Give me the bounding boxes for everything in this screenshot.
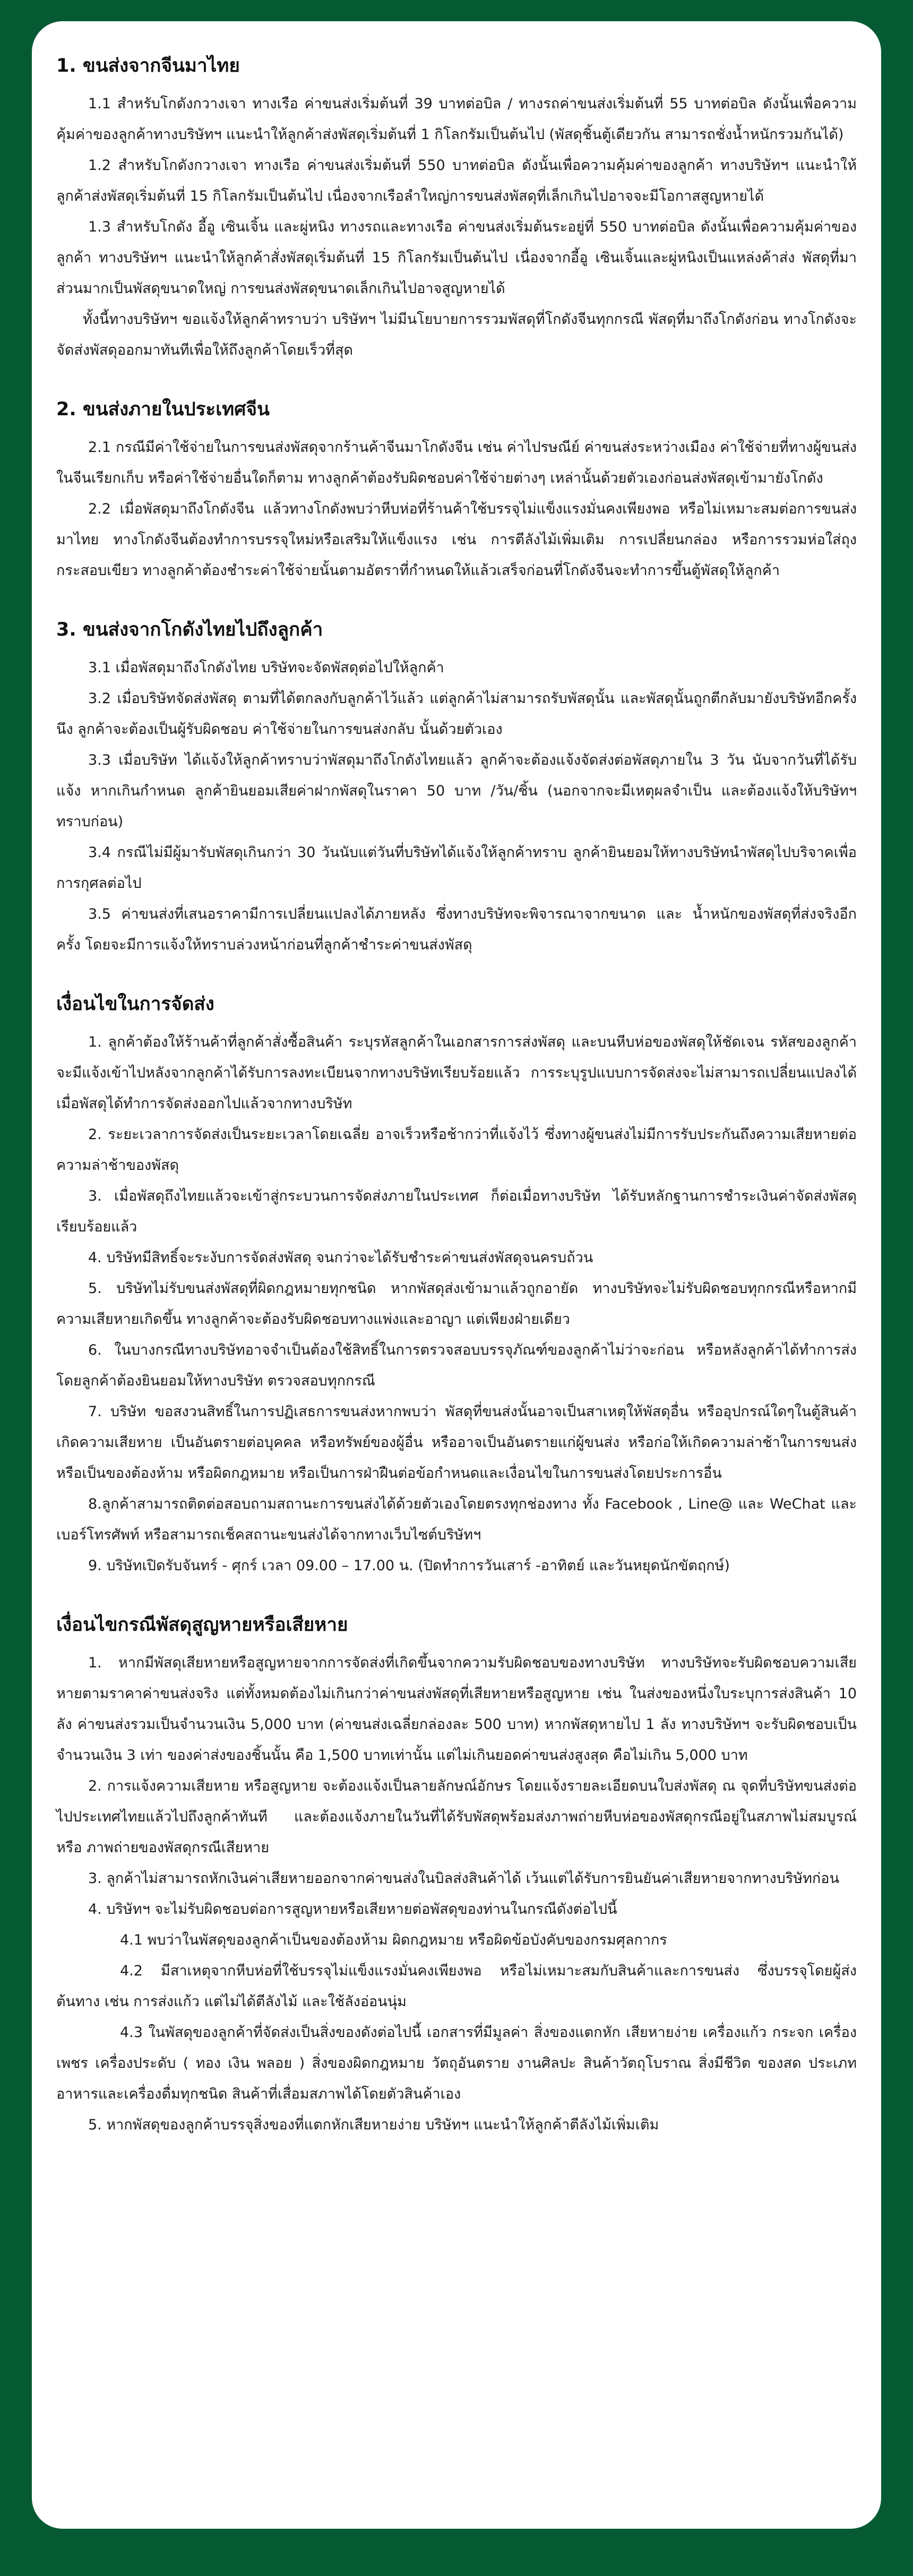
paragraph: 3.2 เมื่อบริษัทจัดส่งพัสดุ ตามที่ได้ตกลงกับลูกค้าไว้แล้ว แต่ลูกค้าไม่สามารถรับพัสดุนั้น และพัสดุนั้นถูกตีกลับมายังบริษัทอีกครั้งนึง ลูกค้าจะต้องเป็นผู้รับผิดชอบ ค่าใช้จ่ายในการขนส่งกลับ นั้นด้วยตัวเอง [56,690,857,738]
section-title: 1. ขนส่งจากจีนมาไทย [56,55,240,76]
paragraph: 4. บริษัทมีสิทธิ์จะระงับการจัดส่งพัสดุ จนกว่าจะได้รับชำระค่าขนส่งพัสดุจนครบถ้วน [88,1250,593,1266]
section-china-to-thailand [56,53,857,366]
paragraph: 3. เมื่อพัสดุถึงไทยแล้วจะเข้าสู่กระบวนการจัดส่งภายในประเทศ ก็ต่อเมื่อทางบริษัท ได้รับหลักฐานการชำระเงินค่าจัดส่งพัสดุเรียบร้อยแล้ว [56,1188,857,1235]
section-shipping-conditions [56,991,857,1581]
paragraph: ทั้งนี้ทางบริษัทฯ ขอแจ้งให้ลูกค้าทราบว่า บริษัทฯ ไม่มีนโยบายการรวมพัสดุที่โกดังจีนทุกกรณี พัสดุที่มาถึงโกดังก่อน ทางโกดังจะจัดส่งพัสดุออกมาทันทีเพื่อให้ถึงลูกค้าโดยเร็วที่สุด [56,311,857,358]
section-title: เงื่อนไขในการจัดส่ง [56,994,214,1015]
paragraph: 2. การแจ้งความเสียหาย หรือสูญหาย จะต้องแจ้งเป็นลายลักษณ์อักษร โดยแจ้งรายละเอียดบนใบส่งพัสดุ ณ จุดที่บริษัทขนส่งต่อไปประเทศไทยแล้วไปถึงลูกค้าทันที และต้องแจ้งภายในวันที่ได้รับพัสดุพร้อมส่งภาพถ่ายหีบห่อของพัสดุกรณีอยู่ในสภาพไม่สมบูรณ์ หรือ ภาพถ่ายของพัสดุกรณีเสียหาย [56,1778,857,1856]
paragraph: 3.5 ค่าขนส่งที่เสนอราคามีการเปลี่ยนแปลงได้ภายหลัง ซึ่งทางบริษัทจะพิจารณาจากขนาด และ น้ำหนักของพัสดุที่ส่งจริงอีกครั้ง โดยจะมีการแจ้งให้ทราบล่วงหน้าก่อนที่ลูกค้าชำระค่าขนส่งพัสดุ [56,906,857,953]
section-loss-damage-conditions [56,1612,857,2141]
sub-paragraph: 4.1 พบว่าในพัสดุของลูกค้าเป็นของต้องห้าม ผิดกฎหมาย หรือผิดข้อบังคับของกรมศุลกากร [120,1932,667,1948]
section-title: 2. ขนส่งภายในประเทศจีน [56,399,270,420]
section-title: 3. ขนส่งจากโกดังไทยไปถึงลูกค้า [56,619,323,640]
paragraph: 5. บริษัทไม่รับขนส่งพัสดุที่ผิดกฎหมายทุกชนิด หากพัสดุส่งเข้ามาแล้วถูกอายัด ทางบริษัทจะไม่รับผิดชอบทุกกรณีหรือหากมีความเสียหายเกิดขึ้น ทางลูกค้าจะต้องรับผิดชอบทางแพ่งและอาญา แต่เพียงฝ่ายเดียว [56,1280,857,1328]
paragraph: 3. ลูกค้าไม่สามารถหักเงินค่าเสียหายออกจากค่าขนส่งในบิลส่งสินค้าได้ เว้นแต่ได้รับการยินยันค่าเสียหายจากทางบริษัทก่อน [88,1870,839,1887]
content-card [32,21,881,2529]
paragraph: 6. ในบางกรณีทางบริษัทอาจจำเป็นต้องใช้สิทธิ์ในการตรวจสอบบรรจุภัณฑ์ของลูกค้าไม่ว่าจะก่อน หรือหลังลูกค้าได้ทำการส่ง โดยลูกค้าต้องยินยอมให้ทางบริษัท ตรวจสอบทุกกรณี [56,1342,857,1389]
paragraph: 8.ลูกค้าสามารถติดต่อสอบถามสถานะการขนส่งได้ด้วยตัวเองโดยตรงทุกช่องทาง ทั้ง Facebook , Line@ และ WeChat และเบอร์โทรศัพท์ หรือสามารถเช็คสถานะขนส่งได้จากทางเว็บไซต์บริษัทฯ [56,1496,857,1543]
paragraph: 2.1 กรณีมีค่าใช้จ่ายในการขนส่งพัสดุจากร้านค้าจีนมาโกดังจีน เช่น ค่าไปรษณีย์ ค่าขนส่งระหว่างเมือง ค่าใช้จ่ายที่ทางผู้ขนส่งในจีนเรียกเก็บ หรือค่าใช้จ่ายอื่นใดก็ตาม ทางลูกค้าต้องรับผิดชอบค่าใช้จ่ายต่างๆ เหล่านั้นด้วยตัวเองก่อนส่งพัสดุเข้ามายังโกดัง [56,439,857,486]
paragraph: 4. บริษัทฯ จะไม่รับผิดชอบต่อการสูญหายหรือเสียหายต่อพัสดุของท่านในกรณีดังต่อไปนี้ [88,1901,617,1918]
paragraph: 9. บริษัทเปิดรับจันทร์ - ศุกร์ เวลา 09.00 – 17.00 น. (ปิดทำการวันเสาร์ -อาทิตย์ และวันหยุดนักขัตฤกษ์) [88,1557,730,1574]
paragraph: 7. บริษัท ขอสงวนสิทธิ์ในการปฏิเสธการขนส่งหากพบว่า พัสดุที่ขนส่งนั้นอาจเป็นสาเหตุให้พัสดุอื่น หรืออุปกรณ์ใดๆในตู้สินค้าเกิดความเสียหาย เป็นอันตรายต่อบุคคล หรือทรัพย์ของผู้อื่น หรืออาจเป็นอันตรายแก่ผู้ขนส่ง หรือก่อให้เกิดความล่าช้าในการขนส่ง หรือเป็นของต้องห้าม หรือผิดกฎหมาย หรือเป็นการฝ่าฝืนต่อข้อกำหนดและเงื่อนไขในการขนส่งโดยประการอื่น [56,1403,857,1482]
paragraph: 1.3 สำหรับโกดัง อี้อู เซินเจิ้น และผู่หนิง ทางรถและทางเรือ ค่าขนส่งเริ่มต้นระอยู่ที่ 550 บาทต่อบิล ดังนั้นเพื่อความคุ้มค่าของลูกค้า ทางบริษัทฯ แนะนำให้ลูกค้าสั่งพัสดุเริ่มต้นที่ 15 กิโลกรัมเป็นต้นไป เนื่องจากอี้อู เซินเจิ้นและผู่หนิงเป็นแหล่งค้าส่ง พัสดุที่มาส่วนมากเป็นพัสดุขนาดใหญ่ การขนส่งพัสดุขนาดเล็กเกินไปอาจสูญหายได้ [56,219,857,297]
paragraph: 3.4 กรณีไม่มีผู้มารับพัสดุเกินกว่า 30 วันนับแต่วันที่บริษัทได้แจ้งให้ลูกค้าทราบ ลูกค้ายินยอมให้ทางบริษัทนำพัสดุไปบริจาคเพื่อการกุศลต่อไป [56,844,857,892]
sub-paragraph: 4.3 ในพัสดุของลูกค้าที่จัดส่งเป็นสิ่งของดังต่อไปนี้ เอกสารที่มีมูลค่า สิ่งของแตกหัก เสียหายง่าย เครื่องแก้ว กระจก เครื่องเพชร เครื่องประดับ ( ทอง เงิน พลอย ) สิ่งของผิดกฎหมาย วัตถุอันตราย งานศิลปะ สินค้าวัตถุโบราณ สิ่งมีชีวิต ของสด ประเภท อาหารและเครื่องดื่มทุกชนิด สินค้าที่เสื่อมสภาพได้โดยตัวสินค้าเอง [56,2024,857,2102]
section-domestic-china [56,397,857,586]
section-thai-warehouse-to-customer [56,617,857,961]
paragraph: 2.2 เมื่อพัสดุมาถึงโกดังจีน แล้วทางโกดังพบว่าหีบห่อที่ร้านค้าใช้บรรจุไม่แข็งแรงมั่นคงเพียงพอ หรือไม่เหมาะสมต่อการขนส่งมาไทย ทางโกดังจีนต้องทำการบรรจุใหม่หรือเสริมให้แข็งแรง เช่น การตีลังไม้เพิ่มเติม การเปลี่ยนกล่อง หรือการรวมห่อใส่ถุงกระสอบเขียว ทางลูกค้าต้องชำระค่าใช้จ่ายนั้นตามอัตราที่กำหนดให้แล้วเสร็จก่อนที่โกดังจีนจะทำการขึ้นตู้พัสดุให้ลูกค้า [56,501,857,579]
paragraph: 1. ลูกค้าต้องให้ร้านค้าที่ลูกค้าสั่งซื้อสินค้า ระบุรหัสลูกค้าในเอกสารการส่งพัสดุ และบนหีบห่อของพัสดุให้ชัดเจน รหัสของลูกค้าจะมีแจ้งเข้าไปหลังจากลูกค้าได้รับการลงทะเบียนจากทางบริษัทเรียบร้อยแล้ว การระบุรูปแบบการจัดส่งจะไม่สามารถเปลี่ยนแปลงได้ เมื่อพัสดุได้ทำการจัดส่งออกไปแล้วจากทางบริษัท [56,1034,857,1112]
paragraph: 5. หากพัสดุของลูกค้าบรรจุสิ่งของที่แตกหักเสียหายง่าย บริษัทฯ แนะนำให้ลูกค้าตีลังไม้เพิ่มเติม [88,2117,659,2133]
paragraph: 1. หากมีพัสดุเสียหายหรือสูญหายจากการจัดส่งที่เกิดขึ้นจากความรับผิดชอบของทางบริษัท ทางบริษัทจะรับผิดชอบความเสียหายตามราคาค่าขนส่งจริง แต่ทั้งหมดต้องไม่เกินกว่าค่าขนส่งพัสดุที่เสียหายหรือสูญหาย เช่น ในส่งของหนึ่งใบระบุการส่งสินค้า 10 ลัง ค่าขนส่งรวมเป็นจำนวนเงิน 5,000 บาท (ค่าขนส่งเฉลี่ยกล่องละ 500 บาท) หากพัสดุหายไป 1 ลัง ทางบริษัทฯ จะรับผิดชอบเป็นจำนวนเงิน 3 เท่า ของค่าส่งของชิ้นนั้น คือ 1,500 บาทเท่านั้น แต่ไม่เกินยอดค่าขนส่งสูงสุด คือไม่เกิน 5,000 บาท [56,1655,857,1764]
paragraph: 2. ระยะเวลาการจัดส่งเป็นระยะเวลาโดยเฉลี่ย อาจเร็วหรือช้ากว่าที่แจ้งไว้ ซึ่งทางผู้ขนส่งไม่มีการรับประกันถึงความเสียหายต่อความล่าช้าของพัสดุ [56,1126,857,1174]
sub-paragraph: 4.2 มีสาเหตุจากหีบห่อที่ใช้บรรจุไม่แข็งแรงมั่นคงเพียงพอ หรือไม่เหมาะสมกับสินค้าและการขนส่ง ซึ่งบรรจุโดยผู้ส่ง ต้นทาง เช่น การส่งแก้ว แต่ไม่ได้ตีลังไม้ และใช้ลังอ่อนนุ่ม [56,1963,857,2010]
paragraph: 3.3 เมื่อบริษัท ได้แจ้งให้ลูกค้าทราบว่าพัสดุมาถึงโกดังไทยแล้ว ลูกค้าจะต้องแจ้งจัดส่งต่อพัสดุภายใน 3 วัน นับจากวันที่ได้รับแจ้ง หากเกินกำหนด ลูกค้ายินยอมเสียค่าฝากพัสดุในราคา 50 บาท /วัน/ชิ้น (นอกจากจะมีเหตุผลจำเป็น และต้องแจ้งให้บริษัทฯ ทราบก่อน) [56,752,857,830]
paragraph: 1.1 สำหรับโกดังกวางเจา ทางเรือ ค่าขนส่งเริ่มต้นที่ 39 บาทต่อบิล / ทางรถค่าขนส่งเริ่มต้นที่ 55 บาทต่อบิล ดังนั้นเพื่อความคุ้มค่าของลูกค้าทางบริษัทฯ แนะนำให้ลูกค้าส่งพัสดุเริ่มต้นที่ 1 กิโลกรัมเป็นต้นไป (พัสดุชิ้นตู้เดียวกัน สามารถชั่งน้ำหนักรวมกันได้) [56,96,857,143]
section-title: เงื่อนไขกรณีพัสดุสูญหายหรือเสียหาย [56,1614,348,1636]
paragraph: 1.2 สำหรับโกดังกวางเจา ทางเรือ ค่าขนส่งเริ่มต้นที่ 550 บาทต่อบิล ดังนั้นเพื่อความคุ้มค่าของลูกค้า ทางบริษัทฯ แนะนำให้ลูกค้าส่งพัสดุเริ่มต้นที่ 15 กิโลกรัมเป็นต้นไป เนื่องจากเรือลำใหญ่การขนส่งพัสดุที่เล็กเกินไปอาจจะมีโอกาสสูญหายได้ [56,157,857,204]
paragraph: 3.1 เมื่อพัสดุมาถึงโกดังไทย บริษัทจะจัดพัสดุต่อไปให้ลูกค้า [88,660,444,676]
